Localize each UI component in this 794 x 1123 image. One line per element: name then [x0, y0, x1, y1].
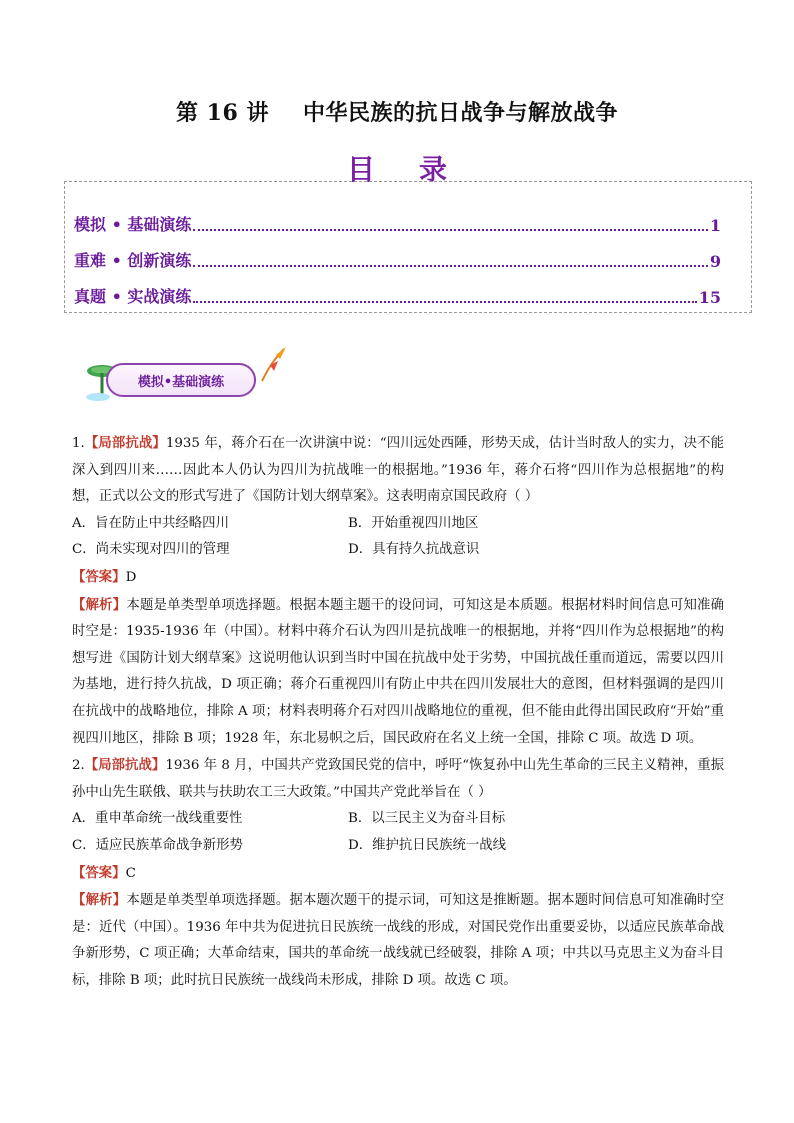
option: C．尚未实现对四川的管理: [72, 542, 230, 558]
toc-entry[interactable]: [74, 245, 721, 271]
answer-line: 【答案】C: [72, 864, 136, 881]
toc-entry[interactable]: [74, 209, 721, 235]
toc-leader: [193, 264, 707, 267]
question-stem: 2.【局部抗战】1936 年 8 月，中国共产党致国民党的信中，呼吁“恢复孙中山先生革命的三民主义精神，重振孙中山先生联俄、联共与扶助农工三大政策。”中国共产党此举旨在（ ）: [72, 757, 724, 800]
option: A．旨在防止中共经略四川: [72, 515, 229, 531]
lesson-title: 中华民族的抗日战争与解放战争: [302, 100, 618, 126]
option: D．维护抗日民族统一战线: [348, 837, 507, 853]
page-title: [0, 96, 794, 127]
question-stem: 1.【局部抗战】1935 年，蒋介石在一次讲演中说：“四川远处西陲，形势天成，估计当时敌人的实力，决不能深入到四川来……因此本人仍认为四川为抗战唯一的根据地。”1936 年，蒋介石将“四川作为总根据地”的构想，正式以公文的形式写进了《国防计划大纲草案》。这表明南京国民政府（ ）: [72, 435, 725, 505]
toc-entry[interactable]: [74, 281, 721, 307]
option: A．重申革命统一战线重要性: [72, 811, 243, 827]
answer-line: 【答案】D: [72, 568, 137, 585]
option: D．具有持久抗战意识: [348, 542, 480, 558]
options-row: [72, 806, 724, 833]
toc-entry-page: 1: [709, 216, 721, 235]
table-of-contents: [64, 181, 752, 313]
toc-entry-label: 重难 • 创新演练: [74, 251, 192, 270]
analysis-paragraph: 【解析】本题是单类型单项选择题。据本题次题干的提示词，可知这是推断题。据本题时间信息可知准确时空是：近代（中国）。1936 年中共为促进抗日民族统一战线的形成，对国民党作出重要妥协，以适应民族革命战争新形势，C 项正确；大革命结束，国共的革命统一战线就已经破裂，排除 A 项；中共以马克思主义为奋斗目标，排除 B 项；此时抗日民族统一战线尚未形成，排除 D 项。故选 C 项。: [72, 892, 725, 988]
section-badge: [80, 345, 290, 405]
toc-leader: [193, 300, 696, 303]
option: C．适应民族革命战争新形势: [72, 837, 243, 853]
question-list: [72, 430, 724, 994]
question-tag: 【局部抗战】: [84, 757, 166, 774]
options-row: [72, 511, 724, 538]
toc-entry-page: 9: [709, 252, 721, 271]
toc-leader: [193, 228, 707, 231]
toc-entry-page: 15: [698, 288, 721, 307]
lesson-number: 第 16 讲: [176, 100, 269, 126]
options-row: [72, 833, 724, 860]
options-row: [72, 537, 724, 564]
analysis-paragraph: 【解析】本题是单类型单项选择题。根据本题主题干的设问词，可知这是本质题。根据材料时间信息可知准确时空是：1935-1936 年（中国）。材料中蒋介石认为四川是抗战唯一的根据地，并将“四川作为总根据地”的构想写进《国防计划大纲草案》这说明他认识到当时中国在抗战中处于劣势，中国抗战任重而道远，需要以四川为基地，进行持久抗战，D 项正确；蒋介石重视四川有防止中共在四川发展壮大的意图，但材料强调的是四川在抗战中的战略地位，排除 A 项；材料表明蒋介石对四川战略地位的重视，但不能由此得出国民政府“开始”重视四川地区，排除 B 项；1928 年，东北易帜之后，国民政府在名义上统一全国，排除 C 项。故选 D 项。: [72, 596, 725, 746]
feather-icon: [256, 345, 290, 385]
section-badge-label: 模拟•基础演练: [106, 363, 256, 397]
toc-entry-label: 模拟 • 基础演练: [74, 215, 192, 234]
option: B．以三民主义为奋斗目标: [348, 811, 506, 827]
toc-entry-label: 真题 • 实战演练: [74, 287, 192, 306]
toc-heading: 目 录: [346, 153, 448, 186]
question-tag: 【局部抗战】: [84, 435, 166, 451]
option: B．开始重视四川地区: [348, 515, 479, 531]
